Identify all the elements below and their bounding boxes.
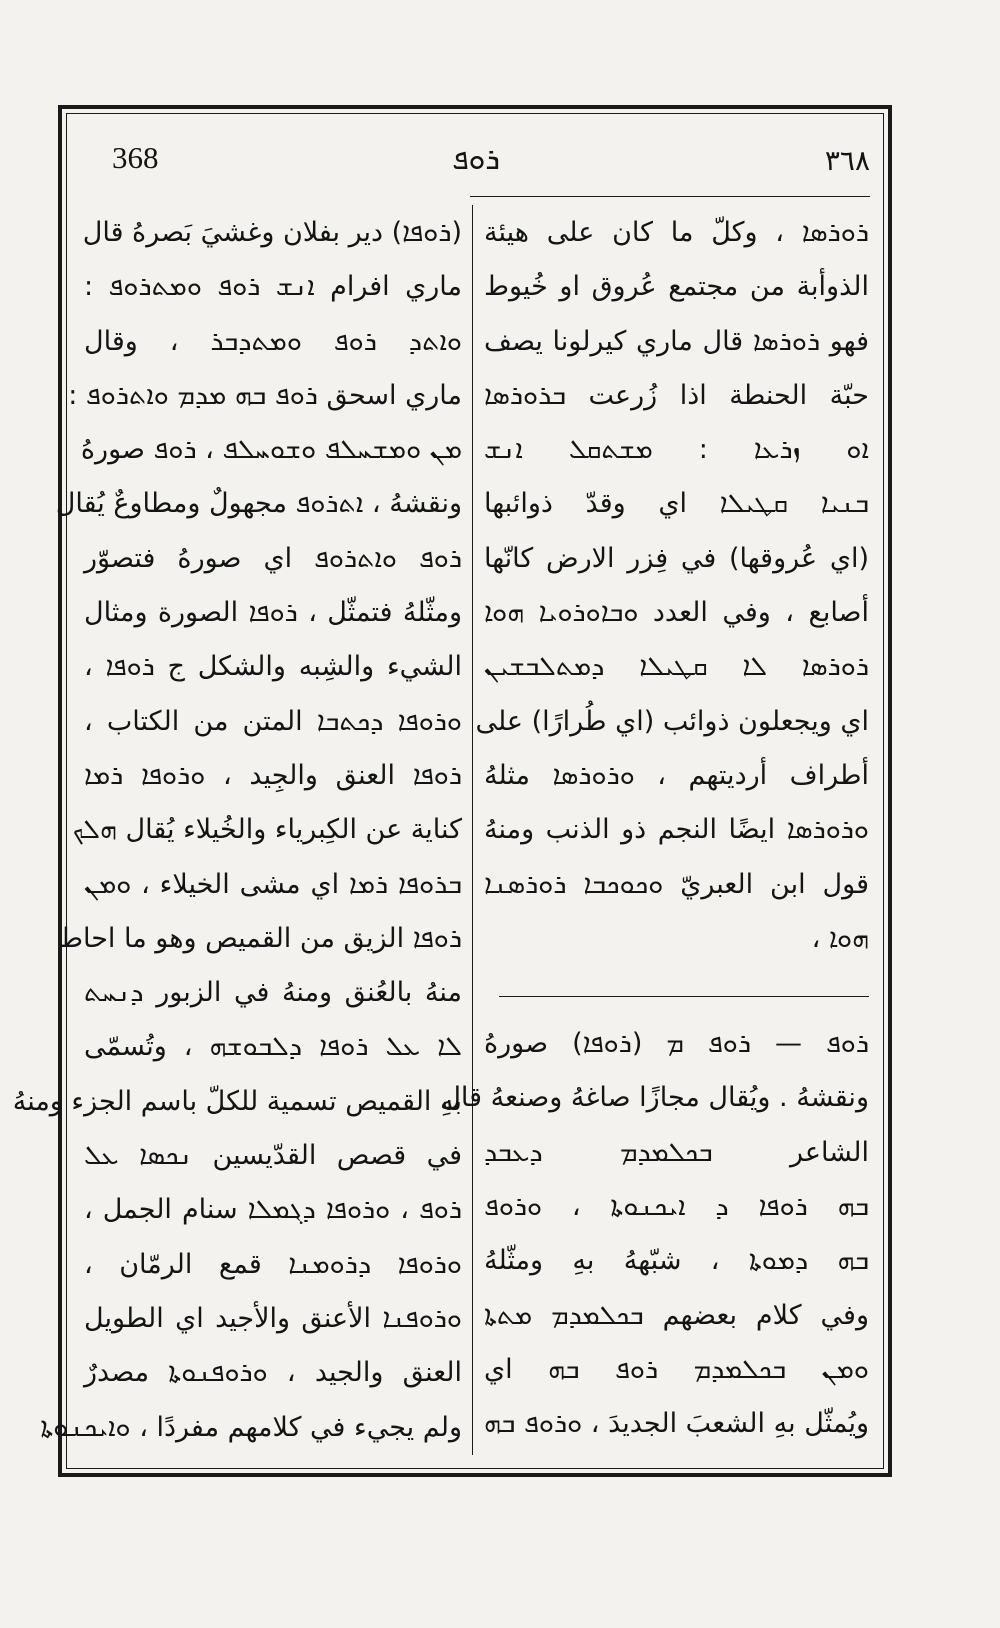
text-line: بهِ القميص تسمية للكلّ باسم الجزء ومنهُ [12,1085,462,1117]
text-line: ܪܘܪܣܐ ، وكلّ ما كان على هيئة [484,217,869,248]
text-line: ܪܘܦ ، ܘܪܘܦܐ ܕܓܡܠܐ سنام الجمل ، [84,1194,462,1226]
page-number-latin: 368 [112,140,159,175]
text-line: ܪܘܦܐ العنق والجِيد ، ܘܪܘܦܐ ܪܡܐ [84,759,462,791]
text-line: اي ويجعلون ذوائب (اي طُرارًا) على [475,705,869,737]
text-line: ܒܗ ܕܡܘܬܐ ، شبّههُ بهِ ومثّلهُ [484,1245,869,1277]
text-line: ܘܡܢ ܒܟܠܡܕܡ ܪܘܦ ܒܗ اي [484,1353,869,1385]
text-line: ومثّلهُ فتمثّل ، ܪܘܦܐ الصورة ومثال [84,597,462,629]
text-line: ܒܪܘܦܐ ܪܡܐ اي مشى الخيلاء ، ܘܡܢ [84,868,462,900]
text-line: كناية عن الكِبرياء والخُيلاء يُقال ܗܠܟ [72,814,462,846]
running-head: ܪܘܦ [452,142,500,177]
left-column [12,206,462,1455]
text-line: ܘܪܘܦܐ ܕܪܘܡܢܐ قمع الرمّان ، [84,1248,462,1280]
page-header [82,134,870,194]
text-line: الذوأبة من مجتمع عُروق او خُيوط [484,271,869,303]
text-line: ܒܗ ܪܘܦܐ ܕ ܐܝܟܢܘܬܐ ، ܘܪܘܦ [484,1191,869,1223]
text-line: منهُ بالعُنق ومنهُ في الزبور ܕܢܚܬ [84,977,462,1009]
text-line: ܪܘܦܐ الزيق من القميص وهو ما احاط [58,922,462,954]
text-line: ونقشهُ ، ܐܬܪܘܦ مجهولٌ ومطاوعٌ يُقال [55,488,462,520]
header-rule [470,196,870,197]
right-column-part1 [475,206,869,966]
text-line: فهو ܪܘܪܣܐ قال ماري كيرلونا يصف [484,325,869,357]
text-line: (ܪܘܦܐ) دير بفلان وغشيَ بَصرهُ قال [82,217,462,248]
text-line: ܒܢܝܐ ܩܛܝܠܐ اي وقدّ ذوائبها [484,488,869,520]
text-line: الشيء والشِبه والشكل ج ܪܘܦܐ ، [84,651,462,683]
text-line: ܠܐ ܥܠ ܪܘܦܐ ܕܠܒܘܫܗ ، وتُسمّى [84,1031,462,1063]
page-number-arabic: ٣٦٨ [824,144,870,177]
text-line: ونقشهُ . ويُقال مجازًا صاغهُ وصنعهُ قال [441,1082,869,1114]
text-line: العنق والجيد ، ܘܪܘܦܢܘܬܐ مصدرٌ [84,1357,462,1389]
text-line: ܘܪܘܦܐ ܕܟܬܒܐ المتن من الكتاب ، [84,705,462,737]
text-line: ܘܪܘܪܣܐ ايضًا النجم ذو الذنب ومنهُ [484,814,869,846]
right-column [441,206,869,1452]
text-line: ܘܐܬܕ ܪܘܦ ܘܡܬܕܒܪ ، وقال [84,325,462,357]
text-line: (اي عُروقها) في فِزر الارض كانّها [484,542,869,574]
text-line: الشاعر ܒܟܠܡܕܡ ܕܥܒܕ [484,1136,869,1168]
column-divider [472,205,473,1455]
text-line: وفي كلام بعضهم ܒܟܠܡܕܡ ܡܬܬܐ [484,1299,869,1331]
entry-heading-line: ܪܘܦ — ܪܘܦ ܡ (ܪܘܦܐ) صورهُ [484,1028,869,1060]
text-line: ܘܪܘܦܢܐ الأعنق والأجيد اي الطويل [84,1302,462,1334]
text-line: أطراف أرديتهم ، ܘܪܘܪܣܐ مثلهُ [484,759,869,791]
right-column-part2 [441,1017,869,1451]
text-line: ܐܘ ܙܪܥܐ : ܡܫܬܩܠ ܐܢܫ [484,434,869,466]
text-line: ويُمثّل بهِ الشعبَ الجديدَ ، ܘܪܘܦ ܒܗ [484,1408,869,1440]
text-line: في قصص القدّيسين ܢܟܣܐ ܥܠ [84,1140,462,1172]
text-line: ܡܢ ܘܡܫܚܠܦ ܘܫܘܚܠܦ ، ܪܘܦ صورهُ [80,434,462,466]
text-line: قول ابن العبريّ ܘܟܘܟܒܐ ܪܘܪܣܢܐ [484,868,869,900]
text-line: ولم يجيء في كلامهم مفردًا ، ܘܐܝܟܢܘܬܐ [40,1411,462,1443]
text-line: ماري اسحق ܪܘܦ ܒܗ ܡܕܡ ܘܐܬܪܘܦ : [68,379,462,411]
text-line: ماري افرام ܐܢܫ ܪܘܦ ܘܡܬܪܘܦ : [84,271,462,303]
text-line: ܗܘܐ ، [811,922,869,954]
text-line: حبّة الحنطة اذا زُرعت ܒܪܘܪܣܐ [484,379,869,411]
text-line: ܪܘܪܣܐ ܠܐ ܩܛܝܠܐ ܕܡܬܠܒܫܝܢ [484,651,869,683]
section-divider [499,996,869,997]
text-line: أصابع ، وفي العدد ܘܒܐܘܪܘܝܐ ܗܘܐ [484,597,869,629]
text-line: ܪܘܦ ܘܐܬܪܘܦ اي صورهُ فتصوّر [84,542,462,574]
